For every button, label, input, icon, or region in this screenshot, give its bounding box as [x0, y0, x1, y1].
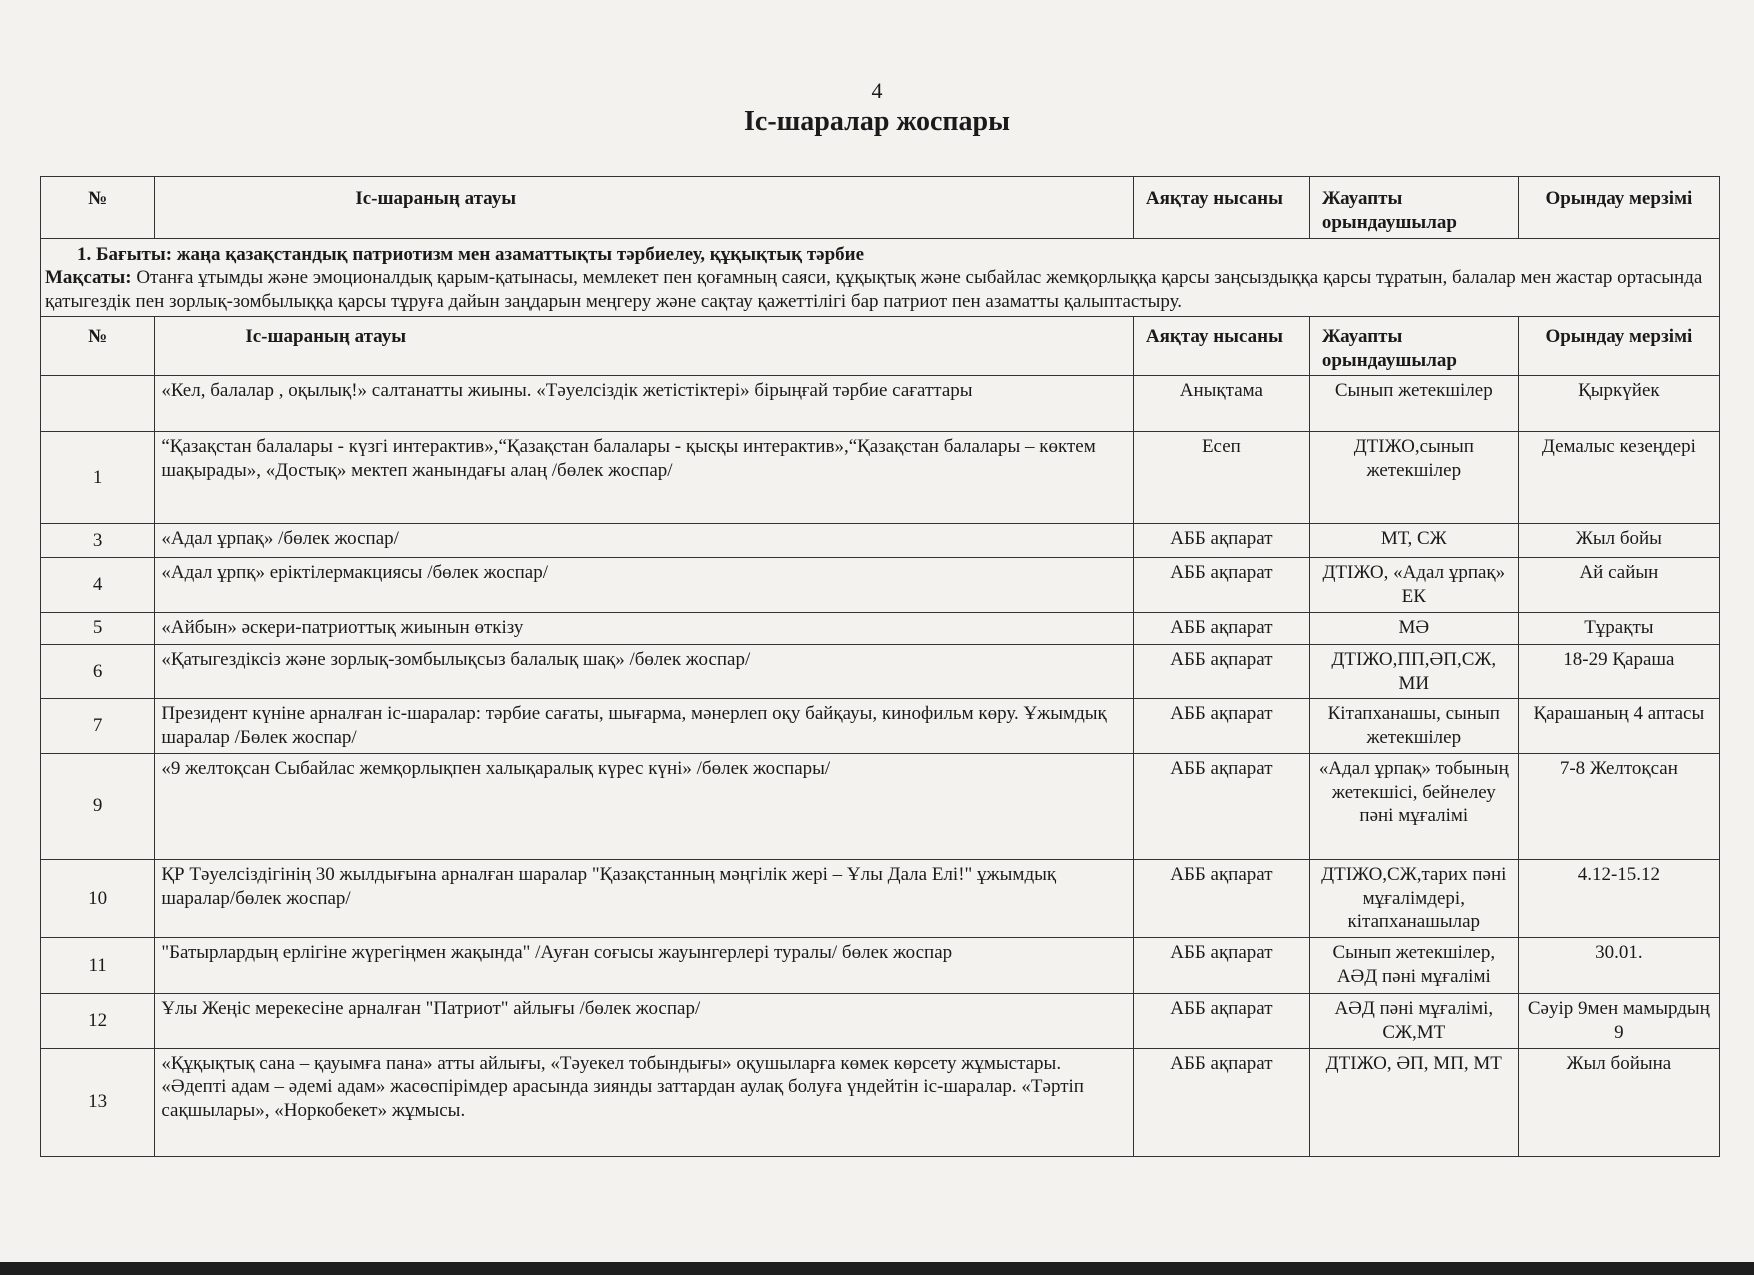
subheader-form: Аяқтау нысаны — [1133, 316, 1309, 376]
row-deadline: Қарашаның 4 аптасы — [1518, 699, 1719, 754]
row-num: 5 — [41, 612, 155, 644]
table-row — [41, 753, 1720, 859]
header-deadline: Орындау мерзімі — [1518, 177, 1719, 239]
header-form: Аяқтау нысаны — [1133, 177, 1309, 239]
row-num: 9 — [41, 753, 155, 859]
header-num: № — [41, 177, 155, 239]
row-form: АББ ақпарат — [1133, 1048, 1309, 1156]
row-num: 3 — [41, 524, 155, 558]
row-responsible: ДТІЖО,ПП,ӘП,СЖ, МИ — [1309, 644, 1518, 699]
table-header — [41, 177, 1720, 239]
row-num: 11 — [41, 938, 155, 994]
row-num: 6 — [41, 644, 155, 699]
row-form: Есеп — [1133, 432, 1309, 524]
row-deadline: Қыркүйек — [1518, 376, 1719, 432]
page-title: Іс-шаралар жоспары — [744, 106, 1010, 137]
row-form: АББ ақпарат — [1133, 644, 1309, 699]
subheader-responsible: Жауапты орындаушылар — [1309, 316, 1518, 376]
table-row — [41, 612, 1720, 644]
row-name: «Қатыгездіксіз және зорлық-зомбылықсыз балалық шақ» /бөлек жоспар/ — [155, 644, 1134, 699]
section-title: 1. Бағыты: жаңа қазақстандық патриотизм мен азаматтықты тәрбиелеу, құқықтық тәрбие — [77, 243, 865, 265]
row-num: 12 — [41, 994, 155, 1049]
table-row — [41, 1048, 1720, 1156]
row-responsible: ДТІЖО, ӘП, МП, МТ — [1309, 1048, 1518, 1156]
row-name: Ұлы Жеңіс мерекесіне арналған "Патриот" айлығы /бөлек жоспар/ — [155, 994, 1134, 1049]
goal-label: Мақсаты: — [45, 267, 132, 289]
row-responsible: Сынып жетекшілер — [1309, 376, 1518, 432]
table-row — [41, 376, 1720, 432]
row-deadline: Жыл бойы — [1518, 524, 1719, 558]
section-cell — [41, 238, 1720, 316]
row-name: “Қазақстан балалары - күзгі интерактив»,“Қазақстан балалары - қысқы интерактив»,“Қазақстан балалары – көктем шақырады», «Достық» мектеп жанындағы алаң /бөлек жоспар/ — [155, 432, 1134, 524]
plan-table — [40, 176, 1720, 1157]
table-row — [41, 699, 1720, 754]
row-num: 13 — [41, 1048, 155, 1156]
row-name: «Кел, балалар , оқылық!» салтанатты жиыны. «Тәуелсіздік жетістіктері» бірыңғай тәрбие сағаттары — [155, 376, 1134, 432]
row-deadline: 18-29 Қараша — [1518, 644, 1719, 699]
table-row — [41, 524, 1720, 558]
section-row — [41, 238, 1720, 316]
table-row — [41, 432, 1720, 524]
row-responsible: Сынып жетекшілер, АӘД пәні мұғалімі — [1309, 938, 1518, 994]
subheader-num: № — [41, 316, 155, 376]
row-deadline: 4.12-15.12 — [1518, 859, 1719, 937]
row-responsible: «Адал ұрпақ» тобының жетекшісі, бейнелеу пәні мұғалімі — [1309, 753, 1518, 859]
row-name: «9 желтоқсан Сыбайлас жемқорлықпен халықаралық күрес күні» /бөлек жоспары/ — [155, 753, 1134, 859]
row-form: АББ ақпарат — [1133, 859, 1309, 937]
row-num — [41, 376, 155, 432]
table-row — [41, 558, 1720, 613]
row-name: «Адал ұрпқ» еріктілермакциясы /бөлек жоспар/ — [155, 558, 1134, 613]
row-form: АББ ақпарат — [1133, 558, 1309, 613]
row-responsible: ДТІЖО,сынып жетекшілер — [1309, 432, 1518, 524]
row-form: АББ ақпарат — [1133, 753, 1309, 859]
row-deadline: Тұрақты — [1518, 612, 1719, 644]
page-number: 4 — [871, 78, 883, 103]
subheader-deadline: Орындау мерзімі — [1518, 316, 1719, 376]
row-form: АББ ақпарат — [1133, 994, 1309, 1049]
row-num: 10 — [41, 859, 155, 937]
scan-edge — [0, 1262, 1754, 1275]
subheader-name: Іс-шараның атауы — [155, 316, 1134, 376]
row-name: Президент күніне арналған іс-шаралар: тәрбие сағаты, шығарма, мәнерлеп оқу байқауы, кинофильм көру. Ұжымдық шаралар /Бөлек жоспар/ — [155, 699, 1134, 754]
row-form: АББ ақпарат — [1133, 938, 1309, 994]
table-row — [41, 938, 1720, 994]
row-num: 7 — [41, 699, 155, 754]
row-name: "Батырлардың ерлігіне жүрегіңмен жақында" /Ауған соғысы жауынгерлері туралы/ бөлек жоспар — [155, 938, 1134, 994]
row-num: 4 — [41, 558, 155, 613]
row-responsible: МӘ — [1309, 612, 1518, 644]
table-subheader — [41, 316, 1720, 376]
row-num: 1 — [41, 432, 155, 524]
row-responsible: ДТІЖО,СЖ,тарих пәні мұғалімдері, кітапханашылар — [1309, 859, 1518, 937]
row-form: АББ ақпарат — [1133, 699, 1309, 754]
row-deadline: 7-8 Желтоқсан — [1518, 753, 1719, 859]
row-name: ҚР Тәуелсіздігінің 30 жылдығына арналған шаралар "Қазақстанның мәңгілік жері – Ұлы Дала Елі!" ұжымдық шаралар/бөлек жоспар/ — [155, 859, 1134, 937]
row-deadline: Сәуір 9мен мамырдың 9 — [1518, 994, 1719, 1049]
row-form: АББ ақпарат — [1133, 524, 1309, 558]
header-responsible: Жауапты орындаушылар — [1309, 177, 1518, 239]
row-deadline: Демалыс кезеңдері — [1518, 432, 1719, 524]
header-name: Іс-шараның атауы — [155, 177, 1134, 239]
row-deadline: Ай сайын — [1518, 558, 1719, 613]
row-responsible: Кітапханашы, сынып жетекшілер — [1309, 699, 1518, 754]
row-responsible: АӘД пәні мұғалімі, СЖ,МТ — [1309, 994, 1518, 1049]
row-name: «Құқықтық сана – қауымға пана» атты айлығы, «Тәуекел тобындығы» оқушыларға көмек көрсету жұмыстары. «Әдепті адам – әдемі адам» жасөспірімдер арасында зиянды заттардан аулақ болуға үндейтін іс-шаралар. «Тәртіп сақшылары», «Норкобекет» жұмысы. — [155, 1048, 1134, 1156]
section-goal — [45, 266, 1715, 314]
row-deadline: 30.01. — [1518, 938, 1719, 994]
row-form: Анықтама — [1133, 376, 1309, 432]
row-form: АББ ақпарат — [1133, 612, 1309, 644]
row-name: «Айбын» әскери-патриоттық жиынын өткізу — [155, 612, 1134, 644]
row-responsible: ДТІЖО, «Адал ұрпақ» ЕК — [1309, 558, 1518, 613]
goal-text: Отанға ұтымды және эмоционалдық қарым-қатынасы, мемлекет пен қоғамның саяси, құқықтық және сыбайлас жемқорлыққа қарсы заңсыздыққа қарсы тұратын, балалар мен жастар ортасында қатыгездік пен зорлық-зомбылыққа қарсы тұруға дайын заңдарын меңгеру және сақтау қажеттілігі бар патриот пен азаматты қалыптастыру. — [45, 267, 1703, 312]
row-name: «Адал ұрпақ» /бөлек жоспар/ — [155, 524, 1134, 558]
row-responsible: МТ, СЖ — [1309, 524, 1518, 558]
table-row — [41, 859, 1720, 937]
table-row — [41, 994, 1720, 1049]
table-row — [41, 644, 1720, 699]
row-deadline: Жыл бойына — [1518, 1048, 1719, 1156]
